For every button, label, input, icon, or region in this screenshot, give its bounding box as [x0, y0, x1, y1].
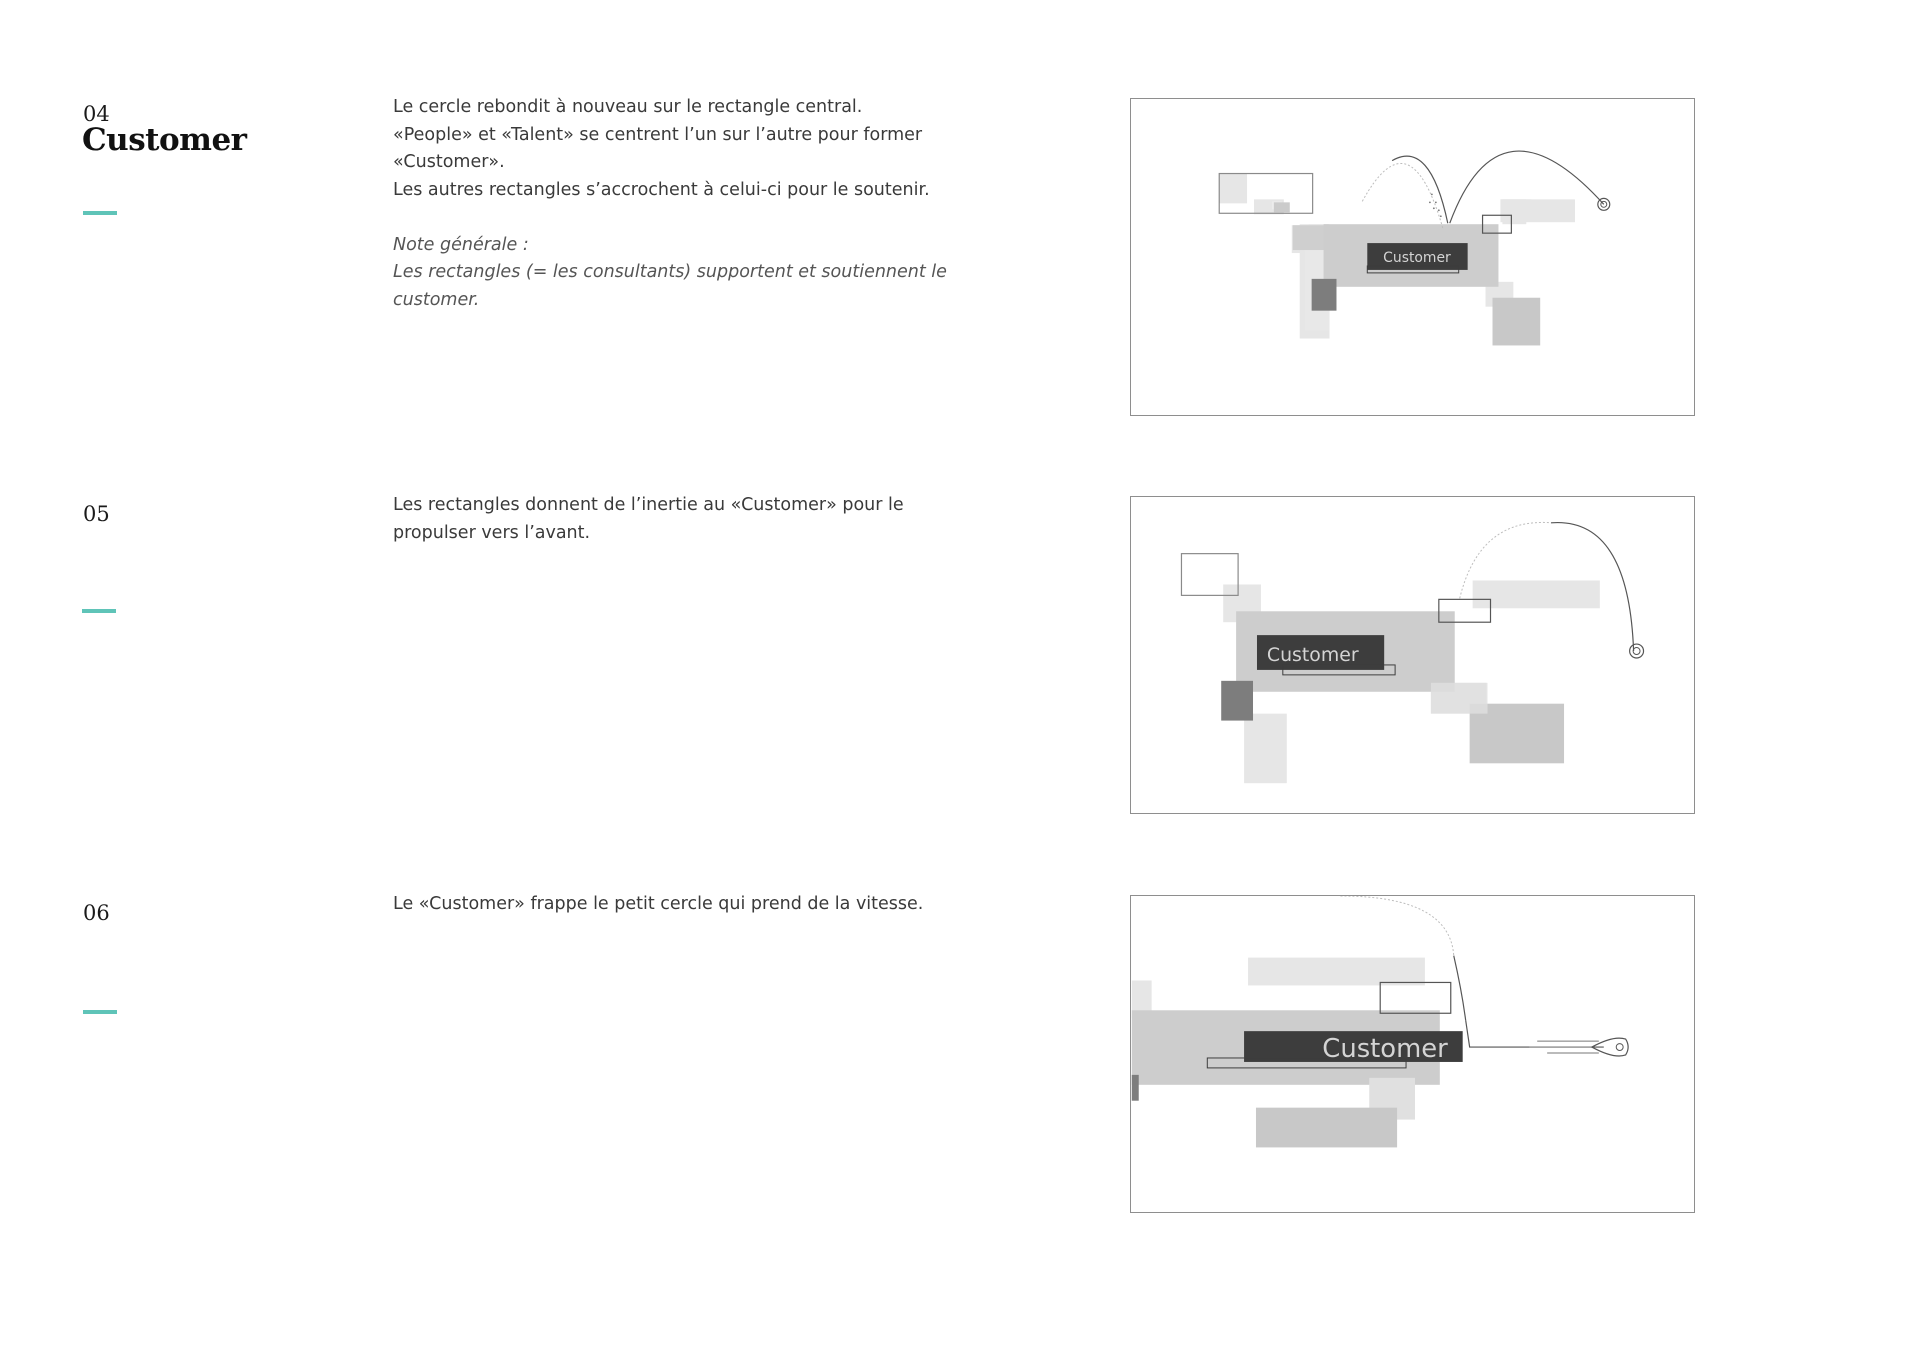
bouncing-circle — [1630, 644, 1644, 658]
step-04 — [0, 0, 1920, 400]
description-line: «People» et «Talent» se centrent l’un sur l’autre pour former — [393, 124, 923, 145]
light-rect — [1244, 714, 1287, 784]
accent-dash — [83, 211, 117, 215]
trajectory-arc — [1392, 156, 1448, 223]
storyboard-frame — [1130, 895, 1695, 1213]
step-05 — [0, 398, 1920, 798]
customer-label: Customer — [1383, 249, 1451, 266]
trajectory-trail — [1340, 896, 1453, 956]
mid-rect — [1492, 298, 1540, 346]
frame-illustration — [1131, 497, 1694, 813]
outline-rect — [1380, 982, 1451, 1013]
step-description — [393, 94, 953, 314]
storyboard-frame — [1130, 496, 1695, 814]
description-line: propulser vers l’avant. — [393, 522, 591, 543]
step-number: 06 — [83, 901, 110, 925]
trajectory-arc — [1454, 956, 1466, 1021]
general-note — [393, 232, 953, 315]
light-rect — [1431, 683, 1488, 714]
light-rect — [1473, 580, 1600, 608]
customer-label: Customer — [1322, 1033, 1448, 1064]
step-number: 05 — [83, 502, 110, 526]
step-number: 04 — [83, 102, 110, 126]
accent-dash — [82, 609, 116, 613]
mid-rect — [1256, 1108, 1397, 1148]
impact-dots — [1429, 194, 1442, 218]
step-title: Customer — [82, 122, 247, 158]
speeding-circle-inner — [1616, 1044, 1623, 1051]
mid-rect — [1293, 225, 1325, 250]
customer-label: Customer — [1266, 643, 1359, 666]
accent-dash — [83, 1010, 117, 1014]
bouncing-circle-inner — [1633, 648, 1640, 655]
frame-illustration — [1131, 99, 1694, 415]
trajectory-line — [1466, 1020, 1604, 1047]
note-line: Note générale : — [393, 234, 529, 255]
note-line: customer. — [393, 289, 480, 310]
dark-rect — [1221, 681, 1253, 721]
dark-rect — [1132, 1075, 1139, 1101]
description-line: «Customer». — [393, 152, 505, 172]
light-rect — [1219, 174, 1247, 204]
description-line: Les rectangles donnent de l’inertie au «Customer» pour le — [393, 495, 904, 515]
light-rect — [1248, 958, 1425, 986]
step-description — [393, 891, 953, 919]
mid-rect — [1274, 202, 1290, 212]
step-06 — [0, 797, 1920, 1197]
frame-illustration — [1131, 896, 1694, 1212]
step-description — [393, 492, 953, 547]
bouncing-circle-inner — [1601, 201, 1607, 207]
note-line: Les rectangles (= les consultants) supportent et soutiennent le — [393, 262, 947, 282]
description-line: Le «Customer» frappe le petit cercle qui prend de la vitesse. — [393, 894, 924, 914]
storyboard-frame — [1130, 98, 1695, 416]
description-line: Le cercle rebondit à nouveau sur le rectangle central. — [393, 97, 863, 117]
dark-rect — [1312, 279, 1337, 311]
description-line: Les autres rectangles s’accrochent à celui-ci pour le soutenir. — [393, 179, 930, 200]
